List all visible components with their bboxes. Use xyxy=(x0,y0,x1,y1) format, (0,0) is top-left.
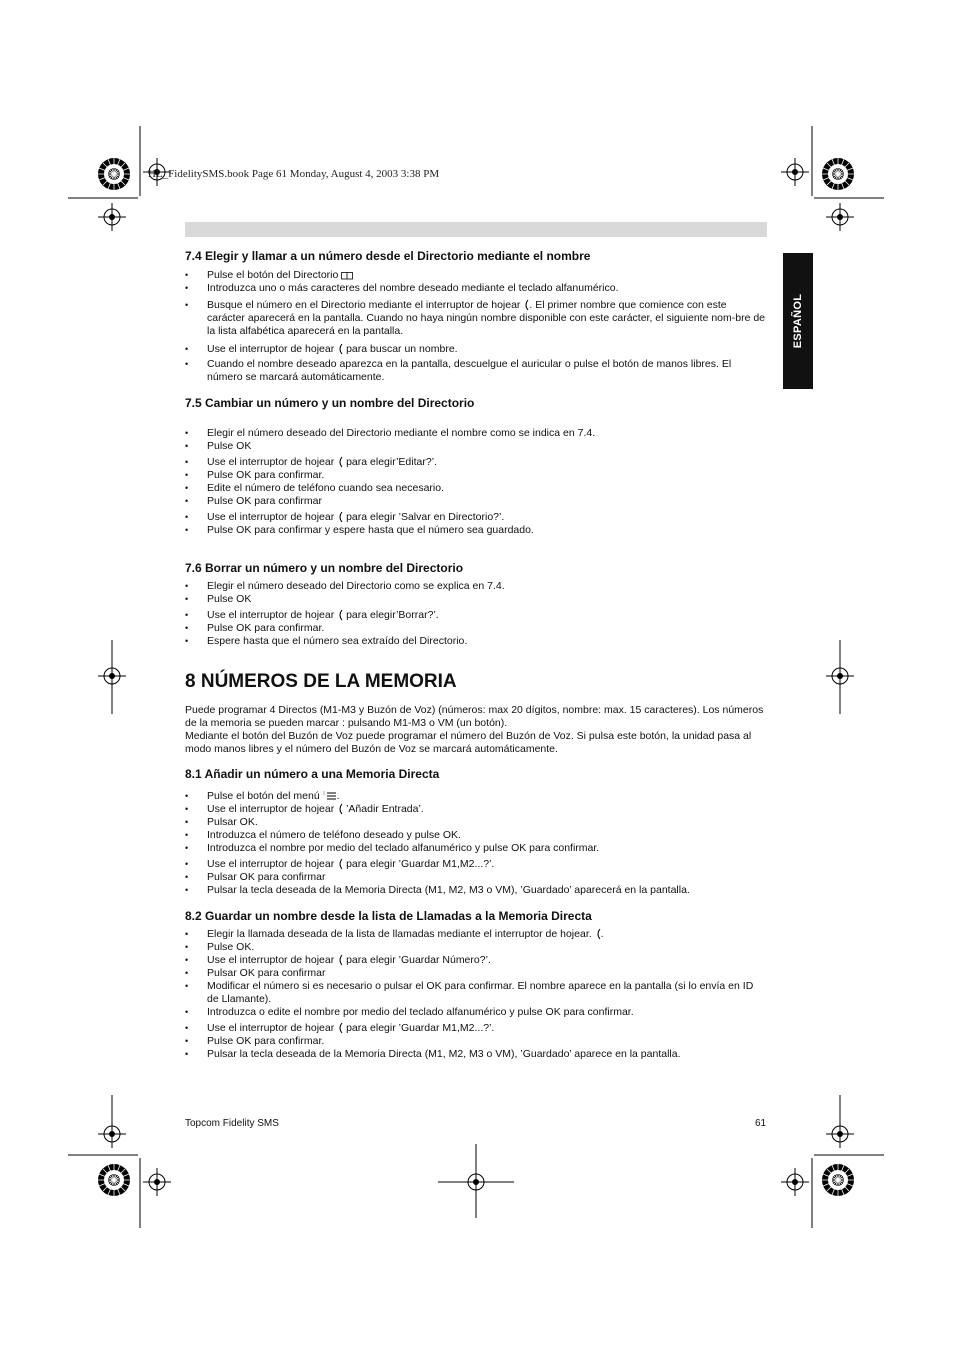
list-item: • Pulse OK xyxy=(185,593,767,606)
book-icon xyxy=(341,271,353,280)
scroll-switch-icon xyxy=(337,343,343,355)
list-item: • Pulse OK para confirmar xyxy=(185,495,767,508)
footer-product-name: Topcom Fidelity SMS xyxy=(185,1118,279,1129)
chapter-8-voicemail-note: Mediante el botón del Buzón de Voz puede programar el número del Buzón de Voz. Si pulsa este botón, la unidad pasa al modo manos libres y el número del Buzón de Voz se marcará automáticamente. xyxy=(185,730,752,755)
list-item: • Pulse el botón del menú . xyxy=(185,790,767,803)
list-item: • Busque el número en el Directorio mediante el interruptor de hojear . El primer nombre que comience con este carácter aparecerá en la pantalla. Cuando no haya ningún nombre disponible con este carácter, el siguiente nom-bre de la lista alfabética aparecerá en la pantalla. xyxy=(185,299,767,338)
scroll-switch-icon xyxy=(337,456,343,468)
list-item: • Introduzca o edite el nombre por medio del teclado alfanumérico y pulse OK para confirmar. xyxy=(185,1006,767,1019)
list-item: • Edite el número de teléfono cuando sea necesario. xyxy=(185,482,767,495)
list-item: • Use el interruptor de hojear para elegir’Editar?’. xyxy=(185,456,767,469)
menu-icon xyxy=(323,791,337,801)
list-item: • Espere hasta que el número sea extraído del Directorio. xyxy=(185,635,767,648)
list-item: • Introduzca el nombre por medio del teclado alfanumérico y pulse OK para confirmar. xyxy=(185,842,767,855)
list-item: • Introduzca el número de teléfono deseado y pulse OK. xyxy=(185,829,767,842)
page-content xyxy=(185,249,767,1061)
list-item: • Elegir el número deseado del Directorio como se explica en 7.4. xyxy=(185,580,767,593)
list-item: • Pulse OK xyxy=(185,440,767,453)
list-item: • Use el interruptor de hojear ’Añadir Entrada’. xyxy=(185,803,767,816)
scroll-switch-icon xyxy=(337,609,343,621)
list-item: • Use el interruptor de hojear para elegir’Borrar?’. xyxy=(185,609,767,622)
scroll-switch-icon xyxy=(337,858,343,870)
list-item: • Pulse OK para confirmar. xyxy=(185,1035,767,1048)
list-item: • Use el interruptor de hojear para buscar un nombre. xyxy=(185,343,767,356)
footer-page-number: 61 xyxy=(755,1118,767,1129)
list-item: • Use el interruptor de hojear para elegir ’Guardar Número?’. xyxy=(185,954,767,967)
section-8-2-list xyxy=(185,928,767,1061)
list-item: • Elegir la llamada deseada de la lista de llamadas mediante el interruptor de hojear. . xyxy=(185,928,767,941)
list-item: • Pulsar OK. xyxy=(185,816,767,829)
header-bar xyxy=(185,222,767,237)
section-8-2-title: 8.2 Guardar un nombre desde la lista de Llamadas a la Memoria Directa xyxy=(185,909,592,923)
scroll-switch-icon xyxy=(337,511,343,523)
list-item: • Pulse OK para confirmar. xyxy=(185,469,767,482)
list-item: • Introduzca uno o más caracteres del nombre deseado mediante el teclado alfanumérico. xyxy=(185,282,767,295)
section-7-5-list xyxy=(185,427,767,537)
list-item: • Use el interruptor de hojear para elegir ’Salvar en Directorio?’. xyxy=(185,511,767,524)
list-item: • Pulsar la tecla deseada de la Memoria Directa (M1, M2, M3 o VM), ’Guardado’ aparece en la pantalla. xyxy=(185,1048,767,1061)
language-tab-label: ESPAÑOL xyxy=(792,293,804,349)
section-7-4-title: 7.4 Elegir y llamar a un número desde el Directorio mediante el nombre xyxy=(185,249,591,263)
section-7-4-list xyxy=(185,269,767,384)
chapter-8-title: 8 NÚMEROS DE LA MEMORIA xyxy=(185,671,457,692)
scroll-switch-icon xyxy=(337,1022,343,1034)
list-item: • Cuando el nombre deseado aparezca en la pantalla, descuelgue el auricular o pulse el botón de manos libres. El número se marcará automáticamente. xyxy=(185,358,767,384)
section-8-1-title: 8.1 Añadir un número a una Memoria Directa xyxy=(185,767,440,781)
list-item: • Use el interruptor de hojear para elegir ’Guardar M1,M2...?’. xyxy=(185,1022,767,1035)
list-item: • Modificar el número si es necesario o pulsar el OK para confirmar. El nombre aparece en la pantalla (si lo envía en ID de Llamante). xyxy=(185,980,767,1006)
section-7-6-title: 7.6 Borrar un número y un nombre del Directorio xyxy=(185,561,464,575)
list-item: • Elegir el número deseado del Directorio mediante el nombre como se indica en 7.4. xyxy=(185,427,767,440)
section-8-1-list xyxy=(185,790,767,897)
list-item: • Pulsar OK para confirmar xyxy=(185,967,767,980)
list-item: • Pulse OK para confirmar. xyxy=(185,622,767,635)
scroll-switch-icon xyxy=(337,803,343,815)
language-tab xyxy=(783,253,813,389)
list-item: • Pulsar OK para confirmar xyxy=(185,871,767,884)
section-7-6-list xyxy=(185,580,767,648)
list-item: • Pulsar la tecla deseada de la Memoria Directa (M1, M2, M3 o VM), ’Guardado’ aparecerá en la pantalla. xyxy=(185,884,767,897)
list-item: • Pulse OK para confirmar y espere hasta que el número sea guardado. xyxy=(185,524,767,537)
list-item: • Pulse el botón del Directorio xyxy=(185,269,767,282)
list-item: • Pulse OK. xyxy=(185,941,767,954)
print-header: HL_FidelitySMS.book Page 61 Monday, August 4, 2003 3:38 PM xyxy=(148,168,440,180)
chapter-8-intro: Puede programar 4 Directos (M1-M3 y Buzón de Voz) (números: max 20 dígitos, nombre: max. 15 caracteres). Los números de la memoria se pueden marcar : pulsando M1-M3 o VM (un botón). xyxy=(185,704,764,729)
list-item: • Use el interruptor de hojear para elegir ’Guardar M1,M2...?’. xyxy=(185,858,767,871)
section-7-5-title: 7.5 Cambiar un número y un nombre del Directorio xyxy=(185,396,475,410)
scroll-switch-icon xyxy=(337,954,343,966)
